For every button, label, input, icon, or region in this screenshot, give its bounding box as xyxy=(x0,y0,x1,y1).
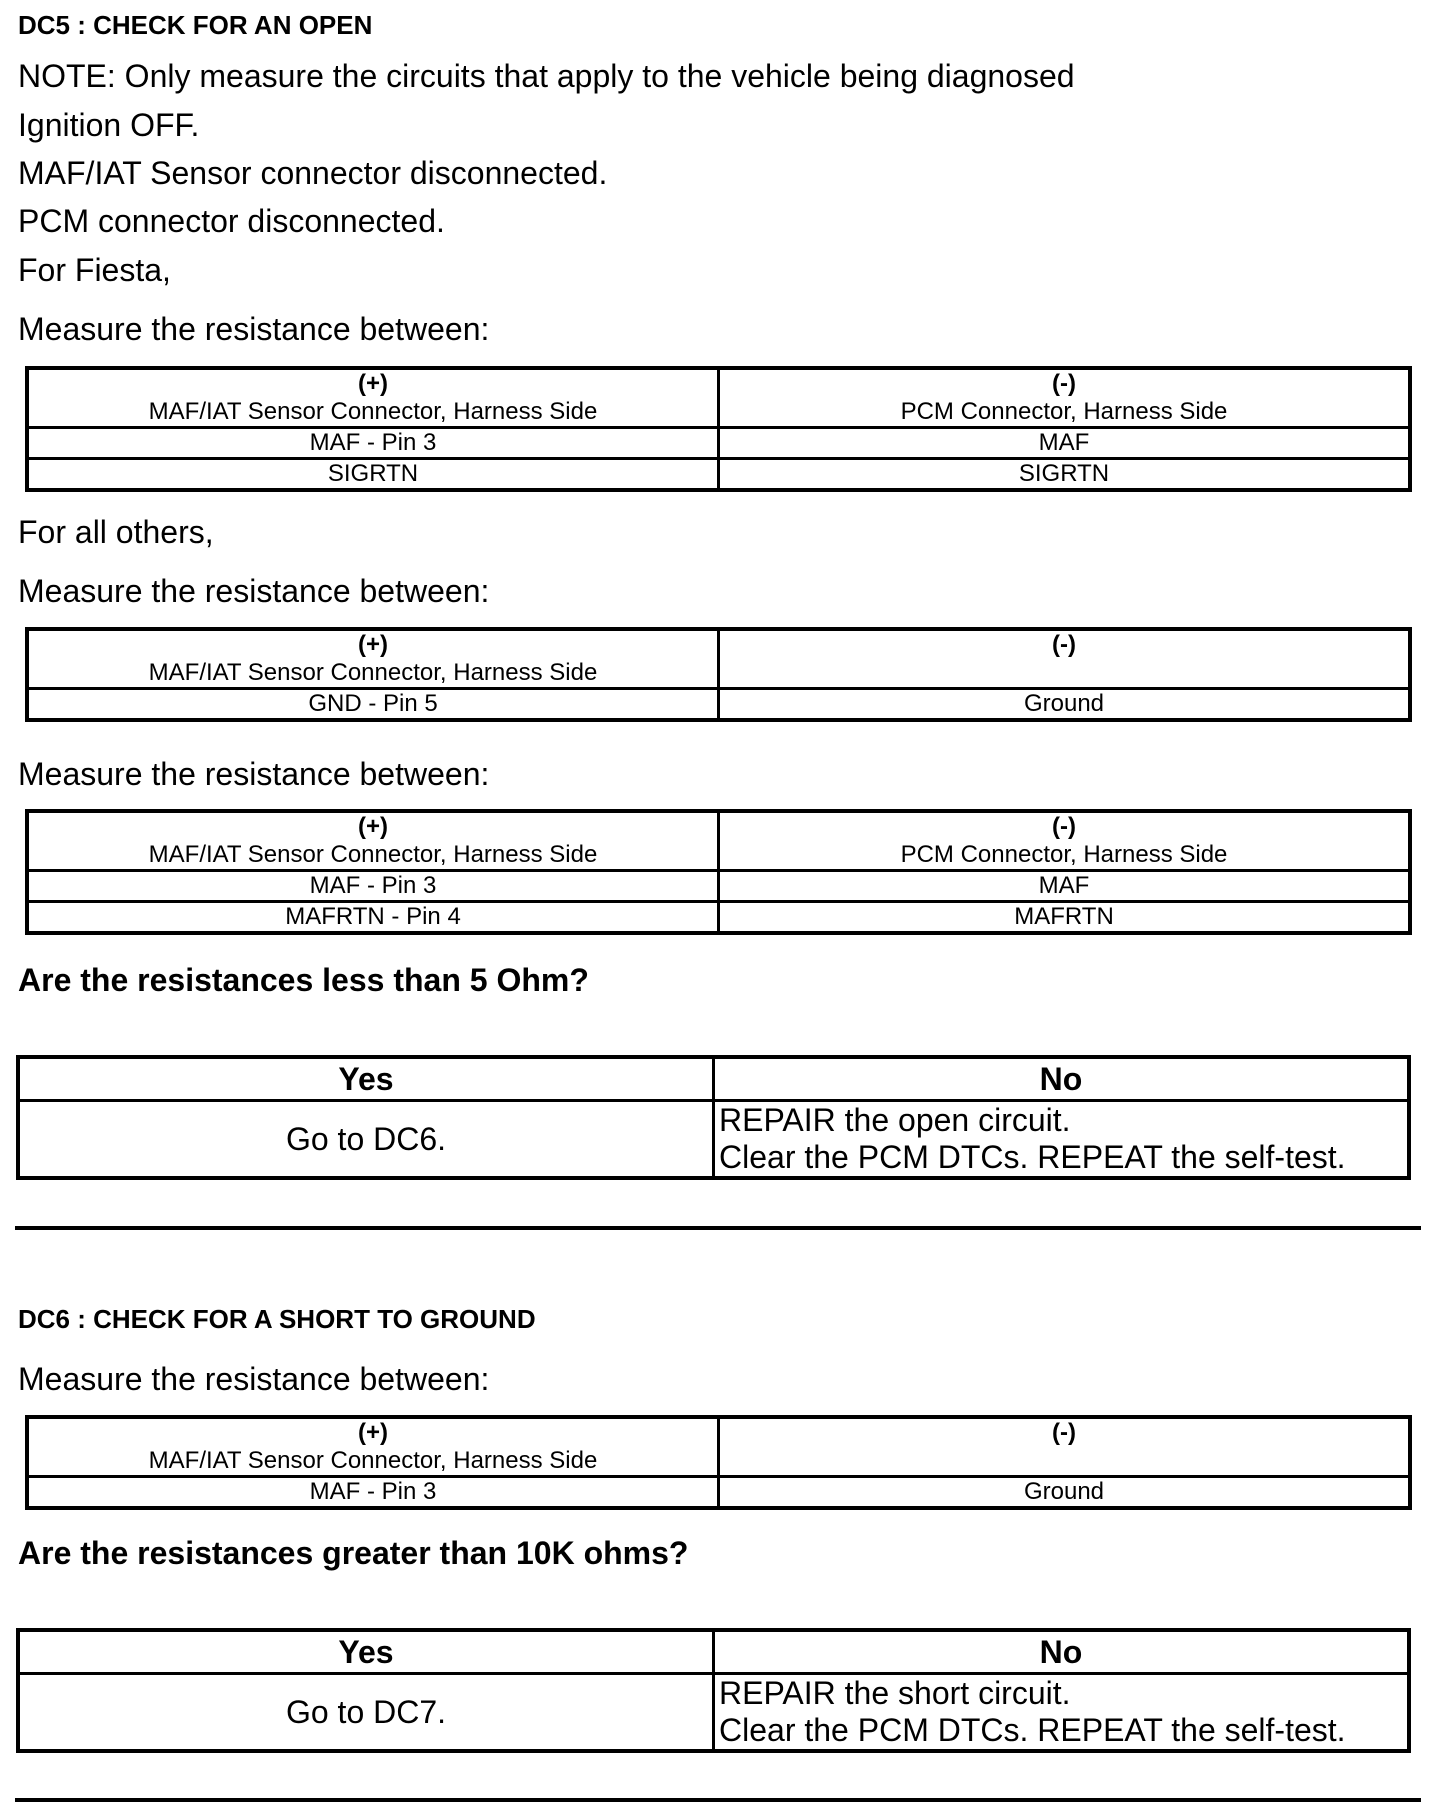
positive-sign: (+) xyxy=(358,813,388,840)
dc5-measure-label-3: Measure the resistance between: xyxy=(18,756,490,792)
yes-action: Go to DC7. xyxy=(18,1674,714,1752)
table-cell: Ground xyxy=(719,1477,1411,1509)
no-header: No xyxy=(714,1630,1410,1674)
negative-connector-label: PCM Connector, Harness Side xyxy=(900,841,1228,868)
dc6-measurement-table-1 xyxy=(25,1415,1412,1510)
no-action-line-1: REPAIR the short circuit. xyxy=(719,1675,1071,1711)
positive-connector-label: MAF/IAT Sensor Connector, Harness Side xyxy=(148,841,598,868)
dc5-condition-2: MAF/IAT Sensor connector disconnected. xyxy=(18,155,608,191)
dc5-measurement-table-3 xyxy=(25,809,1412,935)
negative-sign: (-) xyxy=(1052,813,1076,840)
positive-connector-label: MAF/IAT Sensor Connector, Harness Side xyxy=(148,398,598,425)
no-action xyxy=(714,1674,1410,1752)
dc6-result-table xyxy=(16,1628,1411,1753)
negative-header xyxy=(719,368,1411,428)
negative-header xyxy=(719,811,1411,871)
no-action-line-2: Clear the PCM DTCs. REPEAT the self-test. xyxy=(719,1712,1346,1748)
no-action xyxy=(714,1101,1410,1179)
dc6-question: Are the resistances greater than 10K ohms? xyxy=(18,1535,689,1571)
yes-action: Go to DC6. xyxy=(18,1101,714,1179)
no-header: No xyxy=(714,1057,1410,1101)
table-cell: SIGRTN xyxy=(719,459,1411,491)
positive-header xyxy=(27,1417,719,1477)
table-cell: MAFRTN xyxy=(719,902,1411,934)
dc5-condition-1: Ignition OFF. xyxy=(18,107,200,143)
dc6-title: DC6 : CHECK FOR A SHORT TO GROUND xyxy=(18,1304,536,1334)
positive-connector-label: MAF/IAT Sensor Connector, Harness Side xyxy=(148,1447,598,1474)
positive-header xyxy=(27,368,719,428)
dc5-measure-label-1: Measure the resistance between: xyxy=(18,311,490,347)
positive-header xyxy=(27,629,719,689)
table-cell: MAF - Pin 3 xyxy=(27,428,719,459)
table-cell: MAF - Pin 3 xyxy=(27,1477,719,1509)
dc5-measurement-table-1 xyxy=(25,366,1412,492)
negative-sign: (-) xyxy=(1052,631,1076,658)
table-cell: MAF - Pin 3 xyxy=(27,871,719,902)
negative-header xyxy=(719,629,1411,689)
table-cell: MAF xyxy=(719,428,1411,459)
no-action-line-2: Clear the PCM DTCs. REPEAT the self-test. xyxy=(719,1139,1346,1175)
dc5-note: NOTE: Only measure the circuits that apply to the vehicle being diagnosed xyxy=(18,58,1075,94)
table-cell: GND - Pin 5 xyxy=(27,689,719,721)
section-divider xyxy=(15,1226,1421,1230)
negative-sign: (-) xyxy=(1052,370,1076,397)
dc5-for-all-others: For all others, xyxy=(18,514,214,550)
yes-header: Yes xyxy=(18,1630,714,1674)
positive-connector-label: MAF/IAT Sensor Connector, Harness Side xyxy=(148,659,598,686)
no-action-line-1: REPAIR the open circuit. xyxy=(719,1102,1071,1138)
dc5-title: DC5 : CHECK FOR AN OPEN xyxy=(18,10,373,40)
negative-connector-label: PCM Connector, Harness Side xyxy=(900,398,1228,425)
table-cell: Ground xyxy=(719,689,1411,721)
dc5-for-fiesta: For Fiesta, xyxy=(18,252,171,288)
positive-sign: (+) xyxy=(358,370,388,397)
negative-header xyxy=(719,1417,1411,1477)
dc6-measure-label-1: Measure the resistance between: xyxy=(18,1361,490,1397)
table-cell: SIGRTN xyxy=(27,459,719,491)
positive-sign: (+) xyxy=(358,631,388,658)
table-cell: MAFRTN - Pin 4 xyxy=(27,902,719,934)
positive-header xyxy=(27,811,719,871)
table-cell: MAF xyxy=(719,871,1411,902)
dc5-question: Are the resistances less than 5 Ohm? xyxy=(18,962,589,998)
dc5-condition-3: PCM connector disconnected. xyxy=(18,203,445,239)
section-divider xyxy=(15,1798,1421,1802)
positive-sign: (+) xyxy=(358,1419,388,1446)
dc5-measurement-table-2 xyxy=(25,627,1412,722)
negative-sign: (-) xyxy=(1052,1419,1076,1446)
dc5-measure-label-2: Measure the resistance between: xyxy=(18,573,490,609)
dc5-result-table xyxy=(16,1055,1411,1180)
yes-header: Yes xyxy=(18,1057,714,1101)
